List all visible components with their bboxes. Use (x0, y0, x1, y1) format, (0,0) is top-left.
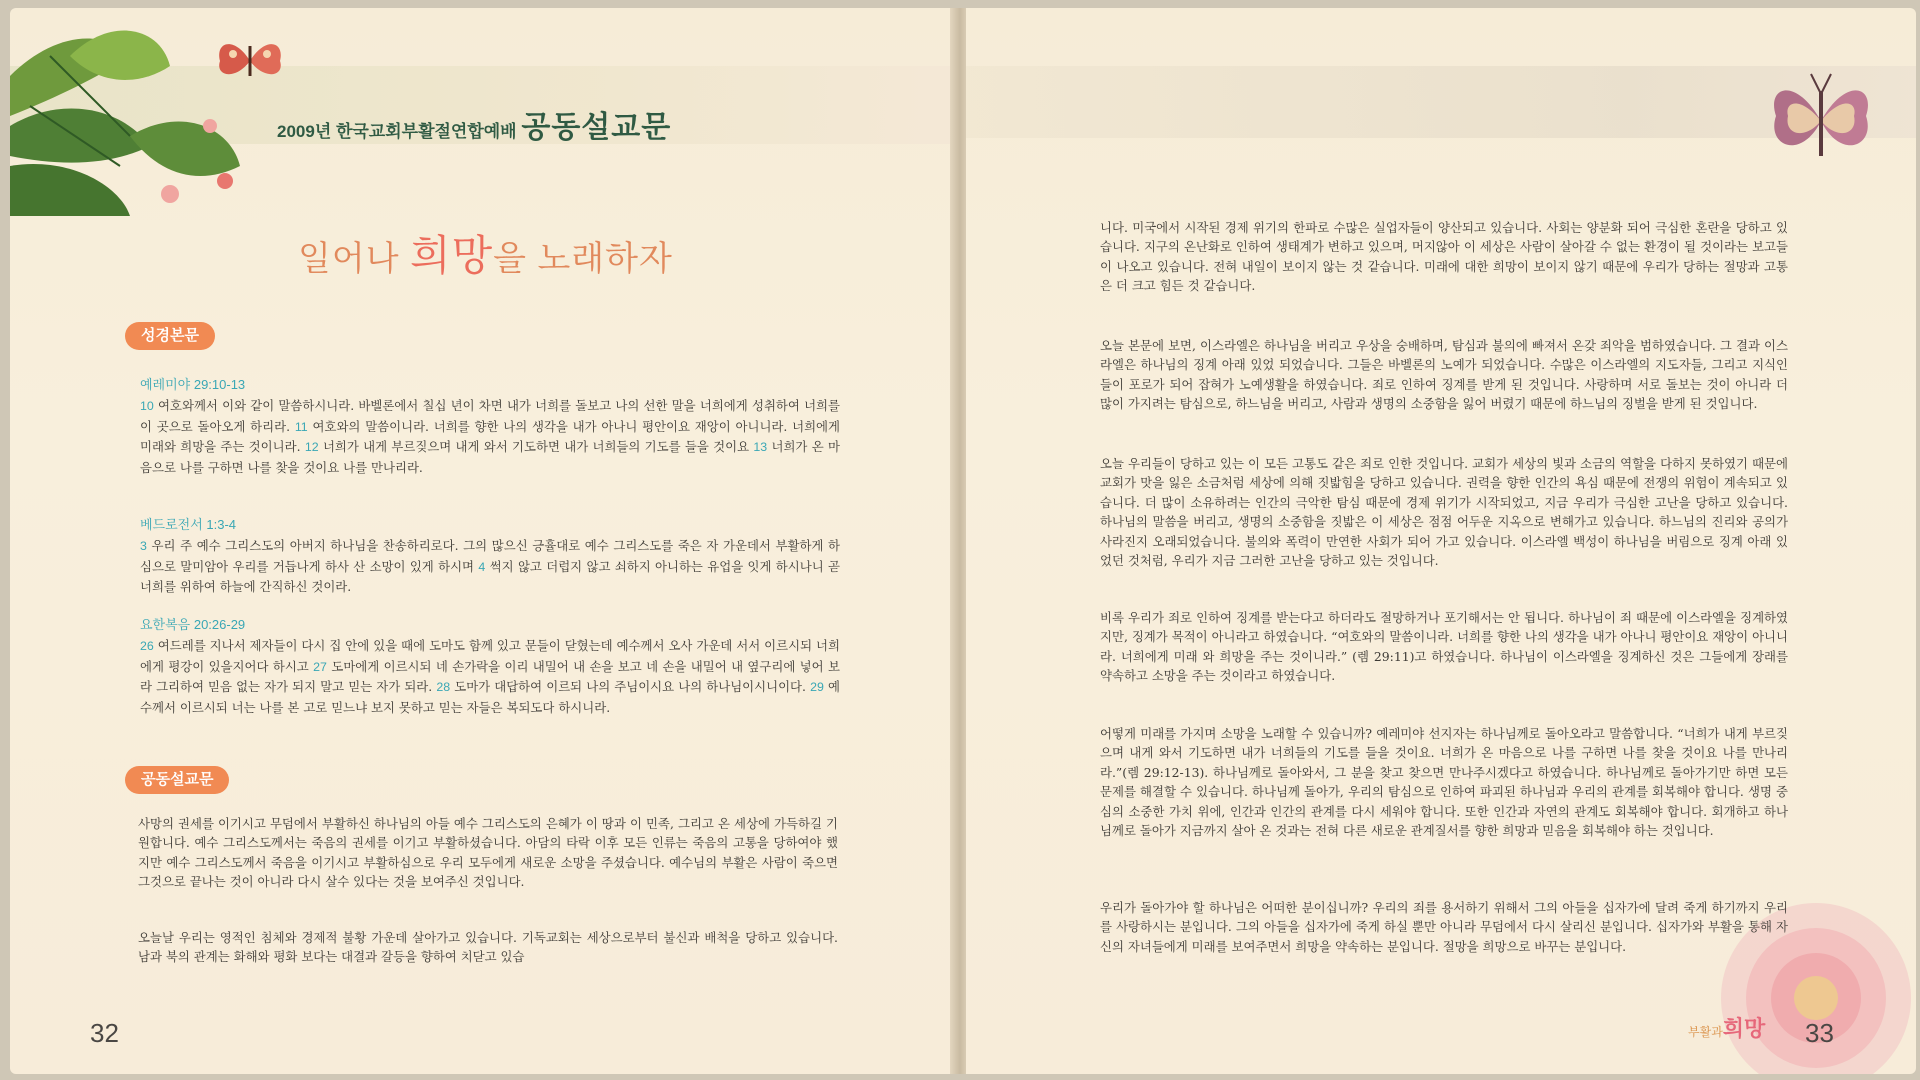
scripture-ref: 예레미야 29:10-13 (140, 377, 246, 392)
scripture-label: 성경본문 (125, 322, 215, 350)
footer-brand (1688, 1012, 1765, 1043)
verse-number: 12 (304, 440, 319, 455)
verse-text: 여호와께서 이와 같이 말씀하시니라. 바벨론에서 칠십 년이 차면 내가 너희를 돌보고 나의 선한 말을 너희에게 성취하여 너희를 이 곳으로 돌아오게 하리라. (140, 398, 840, 434)
sermon-paragraph: 오늘날 우리는 영적인 침체와 경제적 불황 가운데 살아가고 있습니다. 기독교회는 세상으로부터 불신과 배척을 당하고 있습니다. 남과 북의 관계는 화해와 평화 보다는 대결과 갈등을 향하여 치닫고 있습 (138, 930, 838, 965)
verse-number: 11 (294, 419, 308, 434)
verse-number: 4 (478, 559, 486, 574)
verse-number: 13 (753, 440, 768, 455)
scripture-text (140, 396, 840, 477)
page-number: 33 (1805, 1018, 1834, 1048)
sermon-label: 공동설교문 (125, 766, 229, 794)
brand-big: 희망 (1722, 1016, 1766, 1041)
verse-number: 26 (140, 639, 154, 653)
page-title (298, 223, 673, 283)
sermon-paragraph: 오늘 본문에 보면, 이스라엘은 하나님을 버리고 우상을 숭배하며, 탐심과 불의에 빠져서 온갖 죄악을 범하였습니다. 그 결과 이스라엘은 하나님의 징계 아래 있었 되었습니다. 그들은 바벨론의 노예가 되었습니다. 수많은 이스라엘의 지도자들, 그리고 지식인들이 포로가 되어 잡혀가 노예생활을 하였습니다. 죄로 인하여 징계를 받게 된 것입니다. 사랑하며 서로 돌보는 것이 아니라 더 많이 가지려는 탐심으로, 하느님을 버리고, 사람과 생명의 소중함을 잃어 버렸기 때문에 하느님의 징벌을 받게 된 것입니다. (1100, 338, 1788, 412)
header-title (277, 102, 671, 146)
left-page (10, 8, 954, 1074)
verse-number: 28 (436, 680, 451, 695)
verse-text: 여드레를 지나서 제자들이 다시 집 안에 있을 때에 도마도 함께 있고 문들이 닫혔는데 예수께서 오사 가운데 서서 이르시되 너희에게 평강이 있을지어다 하시고 (140, 638, 840, 674)
verse-text: 썩지 않고 더럽지 않고 쇠하지 아니하는 유업을 잇게 하시나니 곧 너희를 위하여 하늘에 간직하신 것이라. (140, 558, 840, 595)
verse-text: 우리 주 예수 그리스도의 아버지 하나님을 찬송하리로다. 그의 많으신 긍휼대로 예수 그리스도를 죽은 자 가운데서 부활하게 하심으로 말미암아 우리를 거듭나게 하사 산 소망이 있게 하시며 (140, 538, 840, 574)
sermon-paragraph: 사망의 권세를 이기시고 무덤에서 부활하신 하나님의 아들 예수 그리스도의 은혜가 이 땅과 이 민족, 그리고 온 세상에 가득하길 기원합니다. 예수 그리스도께서는 죽음의 권세를 이기고 부활하셨습니다. 아담의 타락 이후 모든 인류는 죽음의 고통을 당하여야 했지만 예수 그리스도께서 죽음을 이기시고 부활하심으로 우리 모두에게 새로운 소망을 주셨습니다. 예수님의 부활은 사람이 죽으면 그것으로 끝나는 것이 아니라 다시 살수 있다는 것을 보여주신 것입니다. (138, 816, 838, 890)
verse-text: 예수께서 이르시되 너는 나를 본 고로 믿느냐 보지 못하고 믿는 자들은 복되도다 하시니라. (140, 679, 840, 715)
title-part2: 을 노래하자 (493, 240, 673, 278)
header-prefix: 2009년 한국교회부활절연합예배 (277, 122, 517, 141)
brand-small: 과 (1711, 1025, 1723, 1039)
header-main: 공동설교문 (521, 111, 672, 144)
scripture-ref: 베드로전서 1:3-4 (140, 517, 237, 532)
verse-number: 3 (140, 539, 147, 553)
sermon-paragraph: 오늘 우리들이 당하고 있는 이 모든 고통도 같은 죄로 인한 것입니다. 교회가 세상의 빛과 소금의 역할을 다하지 못하였기 때문에 교회가 맛을 잃은 소금처럼 세상에 의해 짓밟힘을 당하고 있습니다. 권력을 향한 인간의 욕심 때문에 전쟁의 위험이 계속되고 있습니다. 더 많이 소유하려는 인간의 극악한 탐심 때문에 경제 위기가 시작되었고, 지금 우리가 극심한 고난을 당하고 있습니다. 하나님의 말씀을 버리고, 생명의 소중함을 짓밟은 이 세상은 점점 어두운 지옥으로 변해가고 있습니다. 하느님의 진리와 공의가 사라진지 오래되었습니다. 불의와 폭력이 만연한 사회가 되어 가고 있습니다. 이스라엘 백성이 하나님을 버림으로 징계 아래 있었던 것처럼, 우리가 지금 그러한 고난을 당하고 있는 것입니다. (1100, 456, 1788, 569)
verse-number: 27 (313, 659, 327, 674)
verse-text: 너희가 내게 부르짖으며 내게 와서 기도하면 내가 너희들의 기도를 들을 것이요 (322, 439, 750, 455)
butterfly-icon (215, 36, 285, 86)
sermon-paragraph: 어떻게 미래를 가지며 소망을 노래할 수 있습니까? 예레미야 선지자는 하나님께로 돌아오라고 말씀합니다. “너희가 내게 부르짖으며 내게 와서 기도하면 내가 너희들의 기도를 들을 것이요. 너희가 온 마음으로 나를 구하면 나를 찾을 것이요 나를 만나리라.”(렘 29:12-13). 하나님께로 돌아와서, 그 분을 찾고 찾으면 만나주시겠다고 하였습니다. 하나님께로 돌아가기만 하면 모든 문제를 해결할 수 있습니다. 하나님께 돌아가, 우리의 탐심으로 인하여 파괴된 하나님과 우리의 관계를 회복해야 합니다. 생명 중심의 소중한 가치 위에, 인간과 인간의 관계를 다시 세워야 합니다. 또한 인간과 자연의 관계도 회복해야 합니다. 회개하고 하나님께로 돌아가 지금까지 살아 온 것과는 전혀 다른 새로운 관계질서를 향한 희망과 믿음을 회복해야 하는 것입니다. (1100, 726, 1788, 839)
sermon-paragraph: 니다. 미국에서 시작된 경제 위기의 한파로 수많은 실업자들이 양산되고 있습니다. 사회는 양분화 되어 극심한 혼란을 당하고 있습니다. 지구의 온난화로 인하여 생태계가 변하고 있으며, 머지않아 이 세상은 사람이 살아갈 수 없는 환경이 될 것이라는 보고들이 나오고 있습니다. 전혀 내일이 보이지 않는 것 같습니다. 미래에 대한 희망이 보이지 않기 때문에 우리가 당하는 절망과 고통은 더 크고 힘든 것 같습니다. (1100, 220, 1788, 294)
title-highlight: 희망 (410, 232, 494, 279)
scripture-text (140, 636, 840, 717)
page-number: 32 (90, 1018, 119, 1048)
sermon-paragraph: 우리가 돌아가야 할 하나님은 어떠한 분이십니까? 우리의 죄를 용서하기 위해서 그의 아들을 십자가에 달려 죽게 하기까지 우리를 사랑하시는 분입니다. 그의 아들을 십자가에 죽게 하실 뿐만 아니라 무덤에서 다시 살리신 분입니다. 십자가와 부활을 통해 자신의 자녀들에게 미래를 보여주면서 희망을 약속하는 분입니다. 절망을 희망으로 바꾸는 분입니다. (1100, 900, 1788, 954)
verse-text: 도마에게 이르시되 네 손가락을 이리 내밀어 내 손을 보고 네 손을 내밀어 내 옆구리에 넣어 보라 그리하여 믿음 없는 자가 되지 말고 믿는 자가 되라. (140, 658, 840, 695)
right-page (966, 8, 1916, 1074)
verse-text: 너희가 온 마음으로 나를 구하면 나를 찾을 것이요 나를 만나리라. (140, 439, 840, 475)
butterfly-icon (1766, 66, 1876, 176)
brand-small: 부활 (1688, 1025, 1712, 1039)
verse-number: 10 (140, 399, 154, 413)
scripture-text (140, 536, 840, 597)
verse-text: 도마가 대답하여 이르되 나의 주님이시요 나의 하나님이시니이다. (454, 679, 806, 695)
scripture-ref: 요한복음 20:26-29 (140, 617, 246, 632)
verse-number: 29 (810, 680, 824, 695)
title-part1: 일어나 (298, 240, 400, 278)
sermon-paragraph: 비록 우리가 죄로 인하여 징계를 받는다고 하더라도 절망하거나 포기해서는 안 됩니다. 하나님이 죄 때문에 이스라엘을 징계하였지만, 징계가 목적이 아니라고 하였습니다. “여호와의 말씀이니라. 너희를 향한 나의 생각을 내가 아나니 평안이요 재앙이 아니니라. 너희에게 미래 와 희망을 주는 것이니라.” (렘 29:11)고 하였습니다. 하나님이 이스라엘을 징계하신 것은 그들에게 장래를 약속하고 소망을 주는 것이라고 하였습니다. (1100, 610, 1788, 684)
verse-text: 여호와의 말씀이니라. 너희를 향한 나의 생각을 내가 아나니 평안이요 재앙이 아니니라. 너희에게 미래와 희망을 주는 것이니라. (140, 418, 840, 455)
